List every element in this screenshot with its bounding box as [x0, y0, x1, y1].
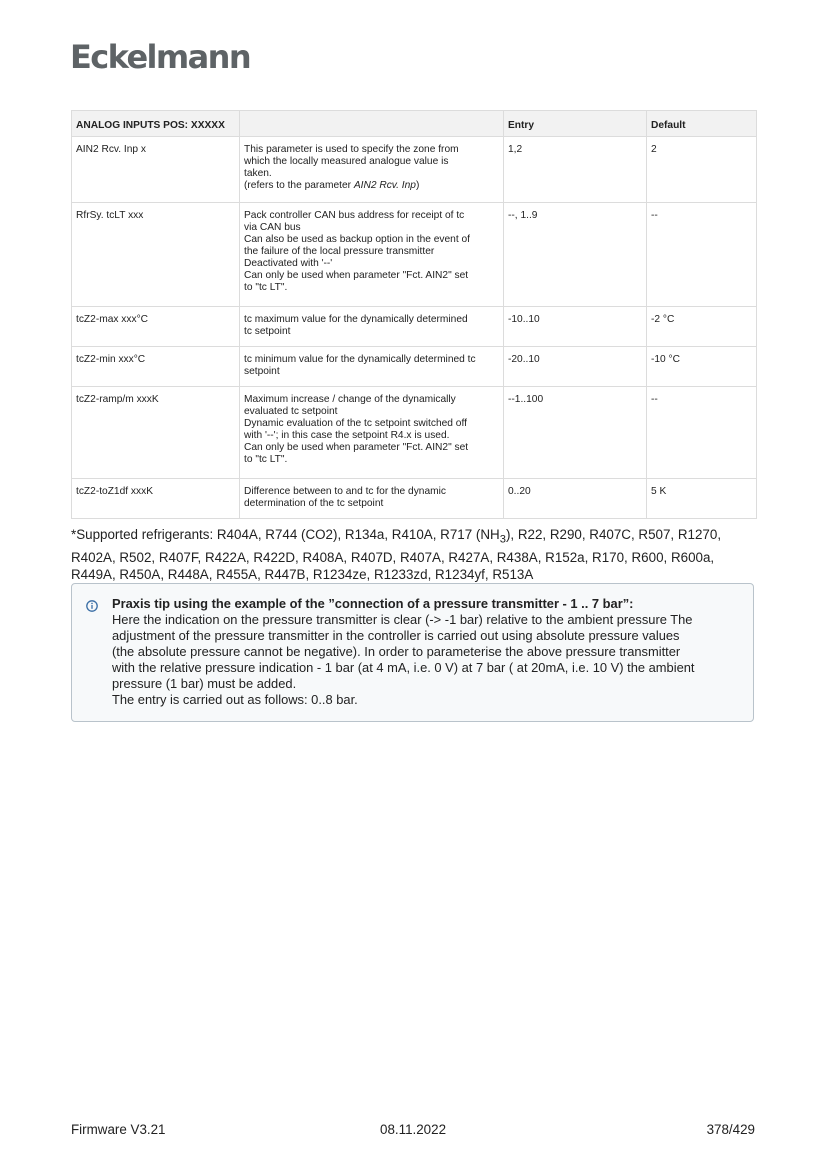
param-default: 2	[647, 137, 757, 203]
desc-line: Can only be used when parameter "Fct. AIN2" set	[244, 442, 469, 453]
tip-line: Here the indication on the pressure transmitter is clear (-> -1 bar) relative to the ambient pressure The	[112, 612, 693, 627]
desc-line: Can only be used when parameter "Fct. AIN2" set	[244, 270, 469, 281]
column-header-description	[240, 111, 504, 137]
table-row	[72, 347, 757, 387]
desc-line: to "tc LT".	[244, 454, 288, 465]
column-header-default: Default	[647, 111, 757, 137]
param-name: RfrSy. tcLT xxx	[72, 203, 240, 307]
param-entry: --, 1..9	[504, 203, 647, 307]
column-header-entry: Entry	[504, 111, 647, 137]
ref-prefix: (refers to the parameter	[244, 180, 354, 191]
param-entry: 0..20	[504, 479, 647, 519]
tip-title: Praxis tip using the example of the ”connection of a pressure transmitter - 1 .. 7 bar”:	[112, 596, 634, 611]
param-default: --	[647, 203, 757, 307]
footer-page-number: 378/429	[706, 1122, 755, 1137]
param-entry: --1..100	[504, 387, 647, 479]
desc-line: tc maximum value for the dynamically determined	[244, 314, 468, 325]
ref-parameter: AIN2 Rcv. Inp	[353, 180, 416, 191]
param-name: tcZ2-toZ1df xxxK	[72, 479, 240, 519]
desc-line: setpoint	[244, 366, 280, 377]
praxis-tip-box	[71, 583, 754, 722]
param-entry: 1,2	[504, 137, 647, 203]
desc-line: This parameter is used to specify the zone from	[244, 144, 459, 155]
desc-line: Can also be used as backup option in the event of	[244, 234, 470, 245]
param-description	[240, 387, 504, 479]
param-description	[240, 347, 504, 387]
refrigerants-note	[71, 526, 761, 583]
param-description	[240, 137, 504, 203]
param-description	[240, 479, 504, 519]
footer-date: 08.11.2022	[380, 1122, 447, 1137]
desc-line: tc setpoint	[244, 326, 291, 337]
refrigerants-text-start: *Supported refrigerants: R404A, R744 (CO2), R134a, R410A, R717 (NH	[71, 527, 500, 542]
desc-line: evaluated tc setpoint	[244, 406, 338, 417]
desc-line: the failure of the local pressure transmitter	[244, 246, 435, 257]
param-description	[240, 203, 504, 307]
desc-line-reference	[244, 180, 499, 192]
footer-firmware: Firmware V3.21	[71, 1122, 166, 1137]
table-row	[72, 203, 757, 307]
refrigerants-text-end: ), R22, R290, R407C, R507, R1270, R402A, R502, R407F, R422A, R422D, R408A, R407D, R407A, R427A, R438A, R152a, R170, R600, R600a, R449A, R450A, R448A, R455A, R447B, R1234ze, R1233zd, R1234yf, R513A	[71, 527, 722, 582]
tip-text	[112, 596, 747, 708]
table-row	[72, 479, 757, 519]
param-default: -10 °C	[647, 347, 757, 387]
tip-line: with the relative pressure indication - 1 bar (at 4 mA, i.e. 0 V) at 7 bar ( at 20mA, i.e. 10 V) the ambient	[112, 660, 695, 675]
desc-line: which the locally measured analogue value is	[244, 156, 449, 167]
info-icon	[86, 599, 98, 611]
desc-line: Deactivated with '--'	[244, 258, 333, 269]
param-default: 5 K	[647, 479, 757, 519]
desc-line: with '--'; in this case the setpoint R4.x is used.	[244, 430, 450, 441]
tip-line: The entry is carried out as follows: 0..8 bar.	[112, 692, 358, 707]
param-default: -2 °C	[647, 307, 757, 347]
desc-line: via CAN bus	[244, 222, 301, 233]
desc-line: Pack controller CAN bus address for receipt of tc	[244, 210, 465, 221]
desc-line: determination of the tc setpoint	[244, 498, 384, 509]
param-name: tcZ2-ramp/m xxxK	[72, 387, 240, 479]
desc-line: taken.	[244, 168, 272, 179]
param-name: tcZ2-min xxx°C	[72, 347, 240, 387]
refrigerants-subscript: 3	[499, 533, 506, 546]
table-row	[72, 387, 757, 479]
desc-line: Maximum increase / change of the dynamically	[244, 394, 456, 405]
tip-line: pressure (1 bar) must be added.	[112, 676, 297, 691]
table-header-row	[72, 111, 757, 137]
desc-line: tc minimum value for the dynamically determined tc	[244, 354, 476, 365]
desc-line: Dynamic evaluation of the tc setpoint switched off	[244, 418, 467, 429]
table-row	[72, 307, 757, 347]
column-header-name: ANALOG INPUTS POS: XXXXX	[72, 111, 240, 137]
tip-line: (the absolute pressure cannot be negative). In order to parameterise the above pressure transmitter	[112, 644, 681, 659]
param-default: --	[647, 387, 757, 479]
parameter-table	[71, 110, 757, 519]
param-name: AIN2 Rcv. Inp x	[72, 137, 240, 203]
tip-line: adjustment of the pressure transmitter in the controller is carried out using absolute pressure values	[112, 628, 680, 643]
desc-line: Difference between to and tc for the dynamic	[244, 486, 446, 497]
param-entry: -10..10	[504, 307, 647, 347]
table-row	[72, 137, 757, 203]
desc-line: to "tc LT".	[244, 282, 288, 293]
param-entry: -20..10	[504, 347, 647, 387]
param-description	[240, 307, 504, 347]
ref-suffix: )	[415, 180, 420, 191]
brand-logo: Eckelmann	[70, 38, 251, 76]
param-name: tcZ2-max xxx°C	[72, 307, 240, 347]
